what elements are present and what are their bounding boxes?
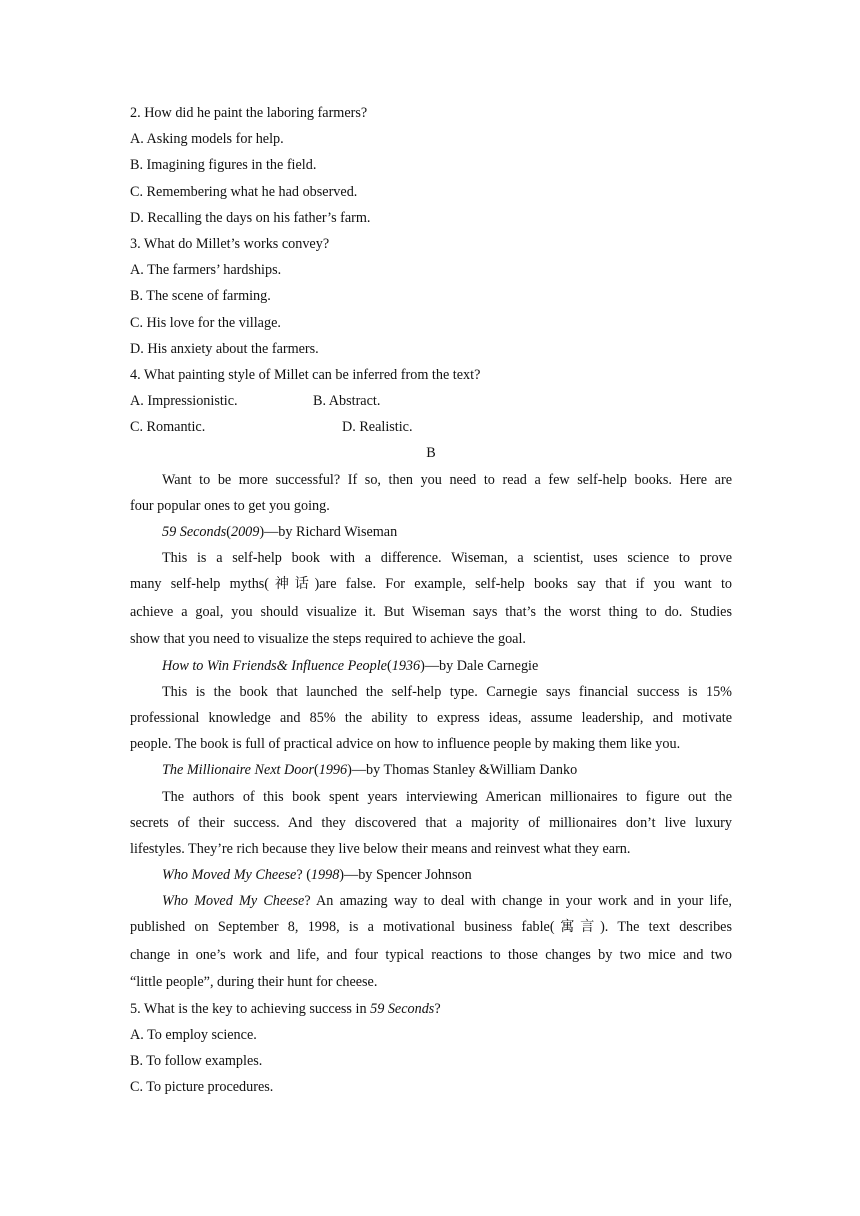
option-c: C. Romantic. <box>130 419 206 436</box>
paragraph-line: published on September 8, 1998, is a motivational business fable(寓言). The text describes <box>130 919 732 936</box>
option-a: A. The farmers’ hardships. <box>130 262 282 279</box>
option-b: B. Abstract. <box>313 393 381 410</box>
book-title: Who Moved My Cheese <box>162 867 297 884</box>
option-a: A. Impressionistic. <box>130 393 238 410</box>
book-author: )—by Richard Wiseman <box>259 524 398 540</box>
book-author: )—by Dale Carnegie <box>420 657 539 674</box>
paragraph-line: This is the book that launched the self-help type. Carnegie says financial success is 15% <box>162 683 732 700</box>
paragraph-line: This is a self-help book with a difference. Wiseman, a scientist, uses science to prove <box>162 550 732 567</box>
option-c: C. To picture procedures. <box>130 1079 274 1096</box>
paren: ( <box>313 762 319 779</box>
question-3: 3. What do Millet’s works convey? <box>130 235 330 252</box>
option-a: A. To employ science. <box>130 1026 257 1043</box>
option-d: D. His anxiety about the farmers. <box>130 340 319 357</box>
paragraph-line: people. The book is full of practical advice on how to influence people by making them like you. <box>130 736 681 753</box>
book-title: 59 Seconds <box>370 1000 435 1017</box>
book-title: How to Win Friends& Influence People <box>162 657 387 674</box>
options-row-ab <box>130 388 732 414</box>
question-mark: ? <box>434 1000 441 1017</box>
option-d: D. Realistic. <box>342 419 413 436</box>
paragraph-line: “little people”, during their hunt for cheese. <box>130 974 378 991</box>
book-year: 2009 <box>230 524 260 540</box>
book-heading <box>130 862 732 888</box>
paragraph-line: change in one’s work and life, and four typical reactions to those changes by two mice and two <box>130 946 732 963</box>
option-a: A. Asking models for help. <box>130 131 284 148</box>
question-5 <box>130 996 732 1022</box>
section-label: B <box>426 445 436 462</box>
intro-paragraph-line: four popular ones to get you going. <box>130 497 330 514</box>
book-year: 1936 <box>391 657 421 674</box>
book-year: 1996 <box>318 762 348 779</box>
option-c: C. Remembering what he had observed. <box>130 183 358 200</box>
book-title: The Millionaire Next Door <box>162 762 314 779</box>
question-4: 4. What painting style of Millet can be inferred from the text? <box>130 366 481 383</box>
question-text: 5. What is the key to achieving success in <box>130 1000 371 1017</box>
paragraph-line: professional knowledge and 85% the ability to express ideas, assume leadership, and motivate <box>130 709 732 726</box>
paragraph-line: many self-help myths(神话)are false. For example, self-help books say that if you want to <box>130 576 732 593</box>
paragraph-line: achieve a goal, you should visualize it. But Wiseman says that’s the worst thing to do. Studies <box>130 603 732 620</box>
document-page <box>130 100 732 1100</box>
intro-paragraph-line: Want to be more successful? If so, then you need to read a few self-help books. Here are <box>162 471 732 488</box>
option-c: C. His love for the village. <box>130 314 281 331</box>
paragraph-text: ? An amazing way to deal with change in your work and in your life, <box>304 893 732 910</box>
book-heading <box>130 519 732 545</box>
option-b: B. Imagining figures in the field. <box>130 157 317 174</box>
paragraph-line: secrets of their success. And they discovered that a majority of millionaires don’t live luxury <box>130 814 732 831</box>
paren: ? ( <box>296 867 311 884</box>
options-row-cd <box>130 414 732 440</box>
book-author: )—by Thomas Stanley &William Danko <box>347 762 578 779</box>
book-heading <box>130 653 732 679</box>
paragraph-line: lifestyles. They’re rich because they live below their means and reinvest what they earn. <box>130 840 631 857</box>
book-title: Who Moved My Cheese <box>162 893 305 910</box>
option-b: B. To follow examples. <box>130 1053 263 1069</box>
book-year: 1998 <box>310 867 340 884</box>
question-2: 2. How did he paint the laboring farmers? <box>130 105 368 121</box>
paragraph-line: show that you need to visualize the steps required to achieve the goal. <box>130 631 526 648</box>
paren: ( <box>226 524 231 540</box>
paren: ( <box>386 657 392 674</box>
paragraph-line: The authors of this book spent years interviewing American millionaires to figure out the <box>162 788 732 805</box>
option-b: B. The scene of farming. <box>130 288 271 305</box>
book-title: 59 Seconds <box>162 524 227 540</box>
option-d: D. Recalling the days on his father’s farm. <box>130 209 371 226</box>
book-heading <box>130 757 732 783</box>
paragraph-line <box>130 888 732 914</box>
book-author: )—by Spencer Johnson <box>339 867 472 884</box>
